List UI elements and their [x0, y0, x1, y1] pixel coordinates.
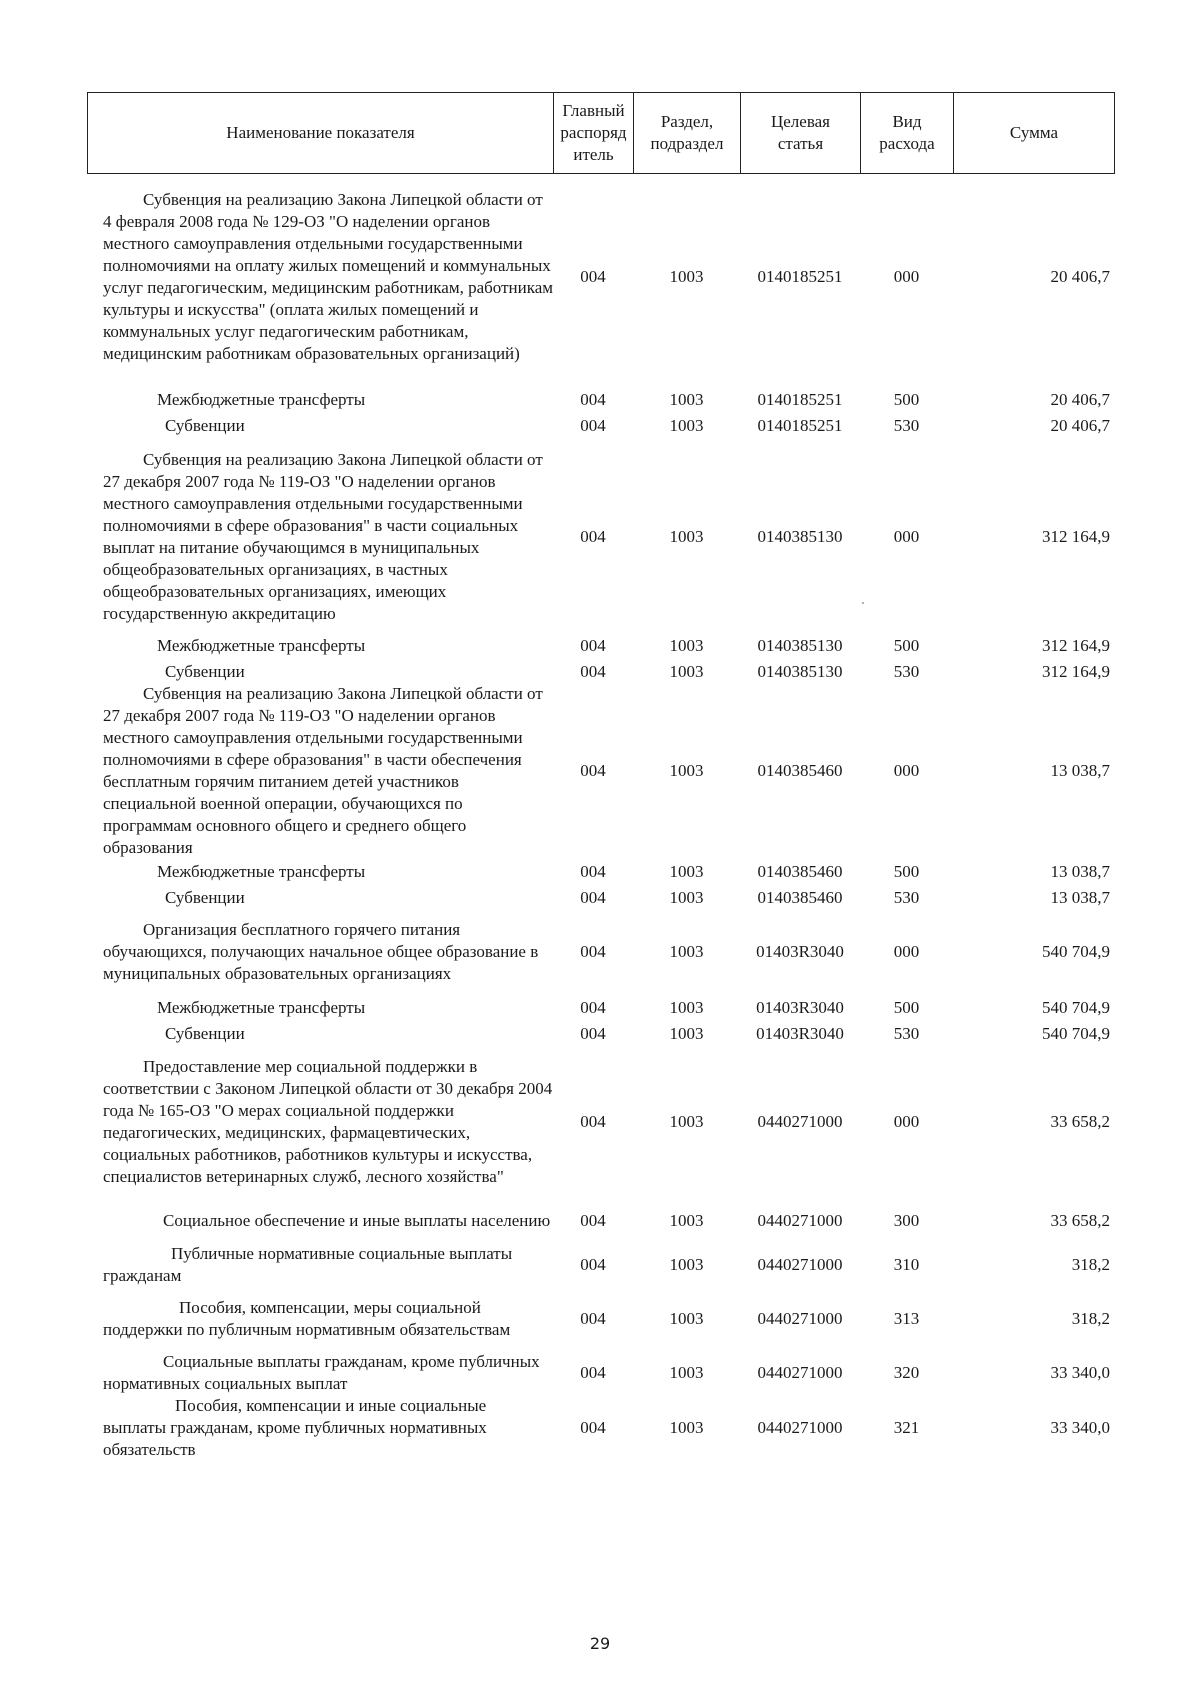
row-chief-manager: 004 — [580, 888, 606, 907]
row-section: 1003 — [669, 1418, 704, 1437]
row-name: Субвенции — [165, 662, 245, 681]
row-section: 1003 — [669, 1211, 704, 1230]
table-header — [87, 92, 1115, 174]
row-section: 1003 — [669, 761, 704, 780]
row-sum: 33 658,2 — [1050, 1112, 1110, 1131]
table-row — [87, 1045, 1114, 1199]
row-expense-type: 530 — [893, 416, 920, 435]
table-row — [87, 635, 1114, 657]
row-section: 1003 — [669, 1024, 704, 1043]
row-target-article: 0140185251 — [757, 416, 843, 435]
row-expense-type: 300 — [893, 1211, 920, 1230]
row-chief-manager: 004 — [580, 1363, 606, 1382]
row-expense-type: 500 — [893, 862, 920, 881]
row-expense-type: 000 — [893, 1112, 920, 1131]
row-section: 1003 — [669, 1363, 704, 1382]
row-name: Социальные выплаты гражданам, кроме публичных нормативных социальных выплат — [103, 1352, 540, 1393]
row-chief-manager: 004 — [580, 267, 606, 286]
header-chief-manager: Главный распоряд итель — [554, 93, 634, 174]
row-name: Субвенция на реализацию Закона Липецкой области от 4 февраля 2008 года № 129-ОЗ "О наделении органов местного самоуправления отдельными государственными полномочиями на оплату жилых помещений и коммунальных услуг педагогическим, медицинским работникам, работникам культуры и искусства" (оплата жилых помещений и коммунальных услуг педагогическим работникам, медицинским работникам образовательных организаций) — [103, 190, 553, 363]
row-expense-type: 530 — [893, 662, 920, 681]
row-section: 1003 — [669, 390, 704, 409]
row-sum: 20 406,7 — [1050, 416, 1110, 435]
row-sum: 318,2 — [1071, 1309, 1110, 1328]
row-sum: 312 164,9 — [1042, 527, 1110, 546]
row-target-article: 0140385130 — [757, 636, 843, 655]
row-name: Межбюджетные трансферты — [157, 636, 366, 655]
row-chief-manager: 004 — [580, 1255, 606, 1274]
row-sum: 33 340,0 — [1050, 1418, 1110, 1437]
row-sum: 312 164,9 — [1042, 662, 1110, 681]
row-target-article: 0440271000 — [757, 1112, 843, 1131]
row-target-article: 0140385130 — [757, 527, 843, 546]
table-row — [87, 683, 1114, 859]
row-chief-manager: 004 — [580, 862, 606, 881]
table-row — [87, 919, 1114, 985]
row-sum: 13 038,7 — [1050, 888, 1110, 907]
header-expense-type: Вид расхода — [861, 93, 954, 174]
row-expense-type: 500 — [893, 998, 920, 1017]
row-name: Субвенция на реализацию Закона Липецкой области от 27 декабря 2007 года № 119-ОЗ "О наделении органов местного самоуправления отдельными государственными полномочиями в сфере образования" в части обеспечения бесплатным горячим питанием детей участников специальной военной операции, обучающихся по программам основного общего и среднего общего образования — [103, 684, 543, 857]
row-target-article: 0140385460 — [757, 862, 843, 881]
row-chief-manager: 004 — [580, 527, 606, 546]
row-section: 1003 — [669, 1309, 704, 1328]
row-name: Пособия, компенсации и иные социальные выплаты гражданам, кроме публичных нормативных обязательств — [103, 1396, 487, 1459]
table-row — [87, 997, 1114, 1019]
header-name: Наименование показателя — [88, 93, 554, 174]
row-chief-manager: 004 — [580, 1211, 606, 1230]
row-chief-manager: 004 — [580, 416, 606, 435]
row-chief-manager: 004 — [580, 662, 606, 681]
row-chief-manager: 004 — [580, 942, 606, 961]
row-chief-manager: 004 — [580, 998, 606, 1017]
row-expense-type: 313 — [893, 1309, 920, 1328]
row-expense-type: 000 — [893, 527, 920, 546]
row-chief-manager: 004 — [580, 1418, 606, 1437]
row-sum: 33 340,0 — [1050, 1363, 1110, 1382]
row-target-article: 01403R3040 — [756, 942, 844, 961]
table-row — [87, 1243, 1114, 1287]
row-name: Предоставление мер социальной поддержки в соответствии с Законом Липецкой области от 30 декабря 2004 года № 165-ОЗ "О мерах социальной поддержки педагогических, медицинских, фармацевтических, социальных работников, работников культуры и искусства, специалистов ветеринарных служб, лесного хозяйства" — [103, 1057, 553, 1186]
row-chief-manager: 004 — [580, 1024, 606, 1043]
row-name: Социальное обеспечение и иные выплаты населению — [163, 1211, 551, 1230]
row-sum: 33 658,2 — [1050, 1211, 1110, 1230]
row-section: 1003 — [669, 862, 704, 881]
row-expense-type: 000 — [893, 267, 920, 286]
row-section: 1003 — [669, 527, 704, 546]
row-name: Субвенции — [165, 1024, 245, 1043]
row-target-article: 0140185251 — [757, 390, 843, 409]
table-body — [87, 172, 1114, 1461]
row-expense-type: 500 — [893, 390, 920, 409]
row-name: Публичные нормативные социальные выплаты гражданам — [103, 1244, 513, 1285]
table-row — [87, 1297, 1114, 1341]
table-row — [87, 1199, 1114, 1243]
row-section: 1003 — [669, 1112, 704, 1131]
row-expense-type: 320 — [893, 1363, 920, 1382]
row-chief-manager: 004 — [580, 636, 606, 655]
row-target-article: 0440271000 — [757, 1418, 843, 1437]
row-sum: 13 038,7 — [1050, 862, 1110, 881]
page-number: 29 — [589, 1634, 611, 1653]
header-sum: Сумма — [954, 93, 1115, 174]
row-target-article: 01403R3040 — [756, 1024, 844, 1043]
row-name: Межбюджетные трансферты — [157, 862, 366, 881]
row-target-article: 0140385460 — [757, 888, 843, 907]
row-section: 1003 — [669, 416, 704, 435]
row-section: 1003 — [669, 267, 704, 286]
row-expense-type: 310 — [893, 1255, 920, 1274]
row-name: Субвенция на реализацию Закона Липецкой области от 27 декабря 2007 года № 119-ОЗ "О наделении органов местного самоуправления отдельными государственными полномочиями в сфере образования" в части социальных выплат на питание обучающимся в муниципальных общеобразовательных организациях, в частных общеобразовательных организациях, имеющих государственную аккредитацию — [103, 450, 543, 623]
row-target-article: 01403R3040 — [756, 998, 844, 1017]
row-chief-manager: 004 — [580, 761, 606, 780]
row-name: Субвенции — [165, 416, 245, 435]
table-row — [87, 887, 1114, 909]
table-row — [87, 178, 1114, 376]
row-chief-manager: 004 — [580, 390, 606, 409]
row-expense-type: 530 — [893, 888, 920, 907]
row-chief-manager: 004 — [580, 1112, 606, 1131]
row-sum: 20 406,7 — [1050, 267, 1110, 286]
table-row — [87, 1023, 1114, 1045]
table-row — [87, 415, 1114, 437]
row-target-article: 0140385130 — [757, 662, 843, 681]
row-sum: 20 406,7 — [1050, 390, 1110, 409]
table-row — [87, 861, 1114, 883]
row-name: Субвенции — [165, 888, 245, 907]
row-sum: 312 164,9 — [1042, 636, 1110, 655]
scan-speck — [862, 602, 864, 604]
row-expense-type: 000 — [893, 942, 920, 961]
row-sum: 540 704,9 — [1042, 998, 1110, 1017]
row-name: Пособия, компенсации, меры социальной поддержки по публичным нормативным обязательствам — [103, 1298, 511, 1339]
row-section: 1003 — [669, 662, 704, 681]
row-section: 1003 — [669, 998, 704, 1017]
row-target-article: 0440271000 — [757, 1363, 843, 1382]
header-target-article: Целевая статья — [741, 93, 861, 174]
row-target-article: 0440271000 — [757, 1211, 843, 1230]
row-sum: 318,2 — [1071, 1255, 1110, 1274]
row-target-article: 0140385460 — [757, 761, 843, 780]
row-target-article: 0440271000 — [757, 1255, 843, 1274]
row-section: 1003 — [669, 942, 704, 961]
row-name: Межбюджетные трансферты — [157, 390, 366, 409]
table-row — [87, 661, 1114, 683]
row-expense-type: 321 — [893, 1418, 920, 1437]
row-name: Организация бесплатного горячего питания обучающихся, получающих начальное общее образование в муниципальных образовательных организациях — [103, 920, 539, 983]
row-expense-type: 500 — [893, 636, 920, 655]
table-row — [87, 389, 1114, 411]
row-expense-type: 530 — [893, 1024, 920, 1043]
row-section: 1003 — [669, 636, 704, 655]
table-row — [87, 1351, 1114, 1395]
row-sum: 540 704,9 — [1042, 942, 1110, 961]
row-name: Межбюджетные трансферты — [157, 998, 366, 1017]
row-chief-manager: 004 — [580, 1309, 606, 1328]
row-target-article: 0140185251 — [757, 267, 843, 286]
row-target-article: 0440271000 — [757, 1309, 843, 1328]
row-expense-type: 000 — [893, 761, 920, 780]
table-row — [87, 1395, 1114, 1461]
row-section: 1003 — [669, 1255, 704, 1274]
row-sum: 13 038,7 — [1050, 761, 1110, 780]
table-row — [87, 449, 1114, 625]
row-section: 1003 — [669, 888, 704, 907]
row-sum: 540 704,9 — [1042, 1024, 1110, 1043]
header-section: Раздел, подраздел — [634, 93, 741, 174]
